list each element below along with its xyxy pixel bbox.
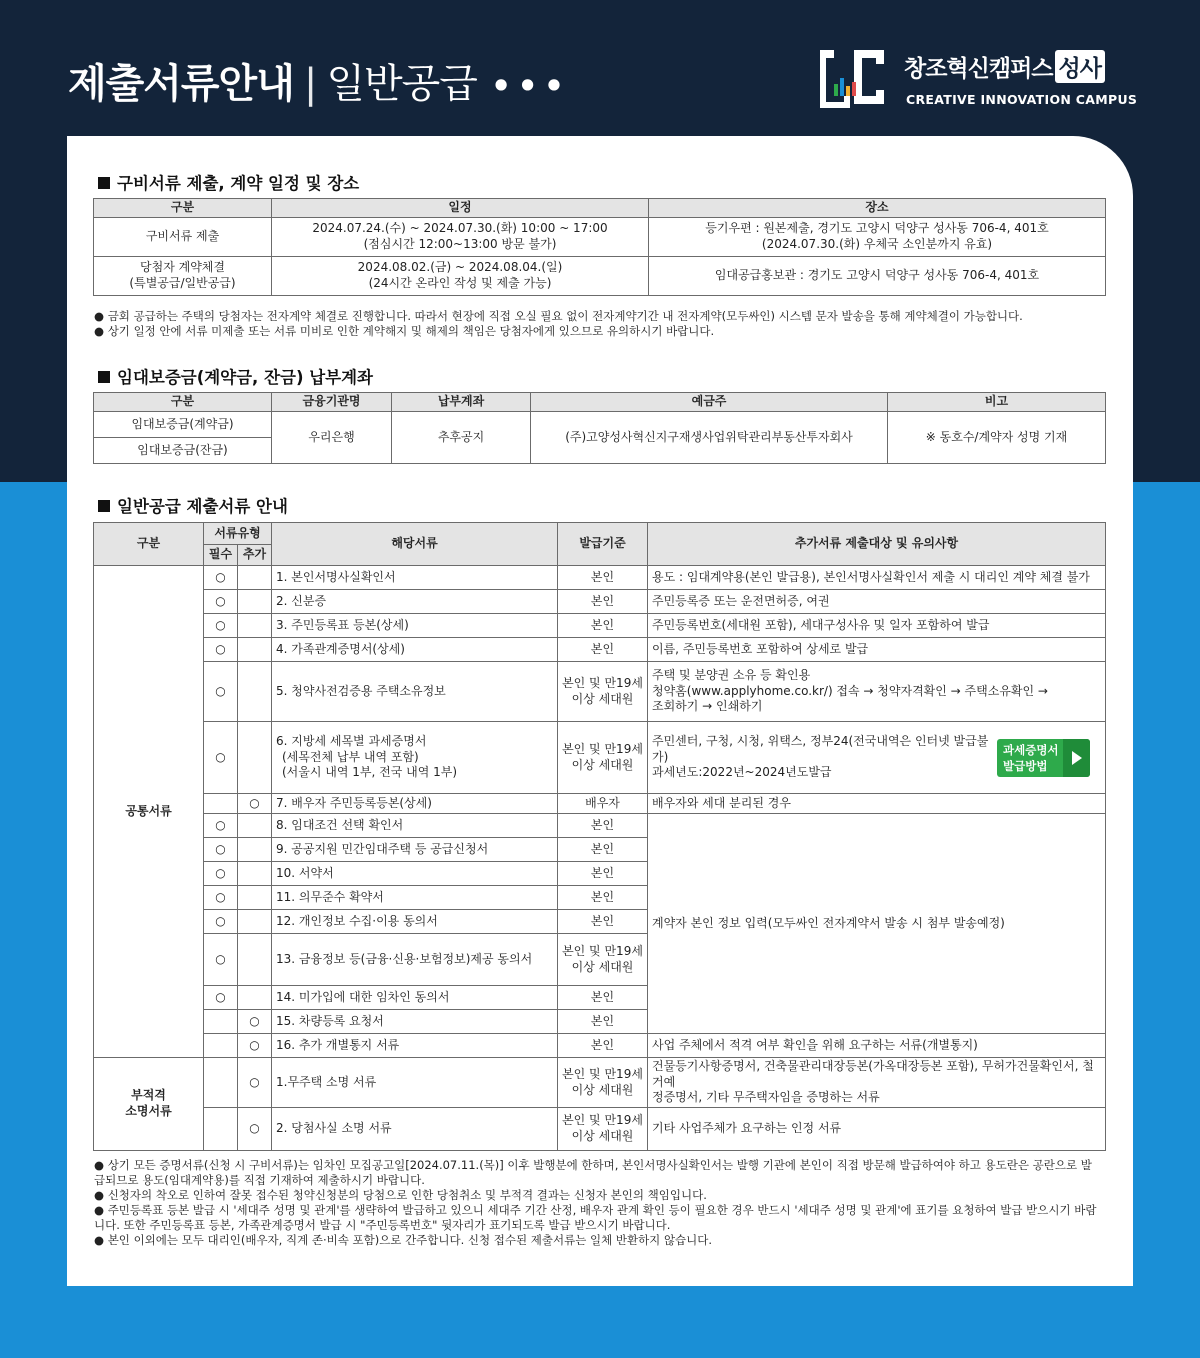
- mark-cell: [238, 986, 272, 1010]
- col-header: 일정: [272, 199, 649, 218]
- cell-line: (서울시 내역 1부, 전국 내역 1부): [282, 765, 458, 780]
- col-header: 구분: [94, 199, 272, 218]
- basis-cell: 본인: [558, 886, 648, 910]
- note-line: ● 신청자의 착오로 인하여 잘못 접수된 청약신청분의 당첨으로 인한 당첨취소 및 부적격 결과는 신청자 본인의 책임입니다.: [94, 1188, 707, 1202]
- tax-button-line2: 발급방법: [1003, 759, 1048, 773]
- documents-table: [93, 522, 1106, 1151]
- title-main: 제출서류안내: [68, 61, 294, 107]
- table-cell: [649, 218, 1106, 257]
- mark-cell: ○: [238, 1034, 272, 1058]
- cell-line: (세목전체 납부 내역 포함): [282, 749, 419, 764]
- doc-cell: 12. 개인정보 수집·이용 동의서: [272, 910, 558, 934]
- table-row: [94, 814, 1106, 838]
- mark-cell: [238, 910, 272, 934]
- cell-line: 2024.07.24.(수) ~ 2024.07.30.(화) 10:00 ~ 17:00: [312, 221, 608, 236]
- title-dots: •••: [490, 67, 571, 105]
- col-header: 구분: [94, 393, 272, 412]
- table-row: [94, 722, 1106, 794]
- group-cell: 공통서류: [94, 566, 204, 1058]
- basis-cell: 본인: [558, 614, 648, 638]
- mark-cell: ○: [204, 862, 238, 886]
- mark-cell: ○: [204, 590, 238, 614]
- basis-cell: 본인: [558, 986, 648, 1010]
- table-cell: 임대공급홍보관 : 경기도 고양시 덕양구 성사동 706-4, 401호: [649, 257, 1106, 296]
- cell-line: 당첨자 계약체결: [140, 260, 225, 275]
- table-cell: [94, 257, 272, 296]
- col-header: 추가: [238, 545, 272, 566]
- col-header: 예금주: [531, 393, 888, 412]
- tax-certificate-guide-button[interactable]: [997, 739, 1090, 777]
- table-row: [94, 412, 1106, 438]
- tax-button-label: [1003, 742, 1059, 774]
- basis-cell: [558, 1108, 648, 1151]
- cell-line: (2024.07.30.(화) 우체국 소인분까지 유효): [761, 237, 993, 251]
- table-cell: [272, 257, 649, 296]
- mark-cell: [204, 794, 238, 814]
- basis-cell: 본인: [558, 1010, 648, 1034]
- square-bullet-icon: [98, 371, 110, 383]
- extra-cell: 사업 주체에서 적격 여부 확인을 위해 요구하는 서류(개별통지): [648, 1034, 1106, 1058]
- note-line: ● 금회 공급하는 주택의 당첨자는 전자계약 체결로 진행합니다. 따라서 현장에 직접 오실 필요 없이 전자계약기간 내 전자계약(모두싸인) 시스템 문자 발송을 통해 계약체결이 가능합니다.: [94, 309, 1023, 323]
- mark-cell: ○: [204, 638, 238, 662]
- basis-cell: 본인: [558, 838, 648, 862]
- extra-cell: 주민등록증 또는 운전면허증, 여권: [648, 590, 1106, 614]
- mark-cell: [238, 862, 272, 886]
- doc-cell: 3. 주민등록표 등본(상세): [272, 614, 558, 638]
- cell-line: (24시간 온라인 작성 및 제출 가능): [368, 276, 552, 290]
- mark-cell: ○: [238, 794, 272, 814]
- doc-cell: 16. 추가 개별통지 서류: [272, 1034, 558, 1058]
- cell-line: 등기우편 : 원본제출, 경기도 고양시 덕양구 성사동 706-4, 401호: [705, 221, 1049, 236]
- doc-cell: 2. 당첨사실 소명 서류: [272, 1108, 558, 1151]
- mark-cell: ○: [238, 1108, 272, 1151]
- section2-title-text: 임대보증금(계약금, 잔금) 납부계좌: [117, 368, 373, 387]
- table-header-row: [94, 393, 1106, 412]
- table-row: [94, 590, 1106, 614]
- title-separator: |: [303, 61, 317, 107]
- extra-cell: [648, 1058, 1106, 1108]
- doc-cell: 10. 서약서: [272, 862, 558, 886]
- extra-cell: 용도 : 임대계약용(본인 발급용), 본인서명사실확인서 제출 시 대리인 계약 체결 불가: [648, 566, 1106, 590]
- doc-cell: 15. 차량등록 요청서: [272, 1010, 558, 1034]
- table-cell: (주)고양성사혁신지구재생사업위탁관리부동산투자회사: [531, 412, 888, 464]
- mark-cell: ○: [204, 722, 238, 794]
- doc-cell: 8. 임대조건 선택 확인서: [272, 814, 558, 838]
- logo-korean-name: [904, 50, 1105, 83]
- cell-line: 이상 세대원: [571, 1129, 634, 1143]
- basis-cell: 본인: [558, 814, 648, 838]
- mark-cell: ○: [204, 662, 238, 722]
- cell-line: 본인 및 만19세: [562, 1113, 643, 1128]
- doc-cell: 4. 가족관계증명서(상세): [272, 638, 558, 662]
- basis-cell: 본인: [558, 590, 648, 614]
- basis-cell: [558, 662, 648, 722]
- table-row: [94, 638, 1106, 662]
- col-header: 서류유형: [204, 523, 272, 545]
- mark-cell: [238, 886, 272, 910]
- mark-cell: [238, 814, 272, 838]
- col-header: 장소: [649, 199, 1106, 218]
- mark-cell: [238, 934, 272, 986]
- cell-line: 6. 지방세 세목별 과세증명서: [276, 734, 427, 749]
- cell-line: 부적격: [131, 1088, 166, 1103]
- cell-line: 정증명서, 기타 무주택자임을 증명하는 서류: [652, 1090, 880, 1105]
- table-cell: ※ 동호수/계약자 성명 기재: [888, 412, 1106, 464]
- cell-line: 이상 세대원: [571, 959, 634, 974]
- extra-cell: 기타 사업주체가 요구하는 인정 서류: [648, 1108, 1106, 1151]
- table-row: [94, 614, 1106, 638]
- cell-line: 주택 및 분양권 소유 등 확인용: [652, 668, 811, 683]
- basis-cell: [558, 934, 648, 986]
- mark-cell: ○: [204, 886, 238, 910]
- logo-english-name: CREATIVE INNOVATION CAMPUS: [906, 92, 1138, 107]
- extra-cell: 주민등록번호(세대원 포함), 세대구성사유 및 일자 포함하여 발급: [648, 614, 1106, 638]
- cell-line: 소명서류: [125, 1104, 172, 1118]
- merged-extra-cell: 계약자 본인 정보 입력(모두싸인 전자계약서 발송 시 첨부 발송예정): [648, 814, 1106, 1034]
- col-header: 납부계좌: [392, 393, 531, 412]
- cell-line: 이상 세대원: [571, 691, 634, 706]
- section1-notes: [94, 309, 1104, 339]
- cell-line: (점심시간 12:00~13:00 방문 불가): [363, 237, 557, 251]
- play-arrow-icon: [1063, 739, 1090, 777]
- table-row: [94, 257, 1106, 296]
- section1-title: [98, 170, 359, 194]
- mark-cell: ○: [204, 910, 238, 934]
- table-cell: 우리은행: [272, 412, 392, 464]
- table-row: [94, 1034, 1106, 1058]
- col-header: 추가서류 제출대상 및 유의사항: [648, 523, 1106, 566]
- section2-title: [98, 364, 373, 388]
- basis-cell: 본인: [558, 638, 648, 662]
- mark-cell: [204, 1058, 238, 1108]
- title-sub: 일반공급: [326, 61, 477, 107]
- doc-cell: 2. 신분증: [272, 590, 558, 614]
- campus-logo: [816, 46, 1136, 110]
- account-table: [93, 392, 1106, 464]
- note-line: ● 상기 모든 증명서류(신청 시 구비서류)는 임차인 모집공고일[2024.07.11.(목)] 이후 발행분에 한하며, 본인서명사실확인서는 발행 기관에 본인이 직접 방문해 발급하여야 하고 용도란은 공란으로 발: [94, 1158, 1092, 1172]
- mark-cell: ○: [238, 1058, 272, 1108]
- basis-cell: 배우자: [558, 794, 648, 814]
- mark-cell: ○: [204, 614, 238, 638]
- extra-cell: 배우자와 세대 분리된 경우: [648, 794, 1106, 814]
- cell-line: (특별공급/일반공급): [129, 276, 236, 290]
- note-line: 급되므로 용도(임대계약용)를 직접 기재하여 제출하시기 바랍니다.: [94, 1173, 425, 1187]
- cell-line: 본인 및 만19세: [562, 943, 643, 958]
- cell-line: 청약홈(www.applyhome.co.kr/) 접속 → 청약자격확인 → 주택소유확인 →: [652, 683, 1048, 698]
- logo-ko-text: 창조혁신캠퍼스: [904, 56, 1053, 82]
- table-cell: 추후공지: [392, 412, 531, 464]
- cell-line: 2024.08.02.(금) ~ 2024.08.04.(일): [357, 260, 563, 275]
- section3-title: [98, 493, 288, 517]
- cell-line: 건물등기사항증명서, 건축물관리대장등본(가옥대장등본 포함), 무허가건물확인서, 철거예: [652, 1059, 1094, 1089]
- table-row: [94, 218, 1106, 257]
- group-cell: [94, 1058, 204, 1151]
- page-header: [0, 0, 1200, 140]
- cell-line: 이상 세대원: [571, 757, 634, 772]
- square-bullet-icon: [98, 177, 110, 189]
- col-header: 필수: [204, 545, 238, 566]
- table-header-row: [94, 199, 1106, 218]
- mark-cell: ○: [204, 934, 238, 986]
- doc-cell: 11. 의무준수 확약서: [272, 886, 558, 910]
- table-row: [94, 1058, 1106, 1108]
- col-header: 비고: [888, 393, 1106, 412]
- mark-cell: ○: [204, 814, 238, 838]
- cell-line: 본인 및 만19세: [562, 1066, 643, 1081]
- table-header-row: [94, 523, 1106, 545]
- mark-cell: [238, 590, 272, 614]
- col-header: 구분: [94, 523, 204, 566]
- mark-cell: [238, 838, 272, 862]
- note-line: ● 상기 일정 안에 서류 미제출 또는 서류 미비로 인한 계약해지 및 해제의 책임은 당첨자에게 있으므로 유의하시기 바랍니다.: [94, 324, 715, 338]
- doc-cell: 13. 금융정보 등(금융·신용·보험정보)제공 동의서: [272, 934, 558, 986]
- cell-line: 본인 및 만19세: [562, 741, 643, 756]
- mark-cell: ○: [238, 1010, 272, 1034]
- page-title: [68, 52, 570, 109]
- doc-cell: 9. 공공지원 민간임대주택 등 공급신청서: [272, 838, 558, 862]
- cell-line: 조회하기 → 인쇄하기: [652, 699, 763, 714]
- mark-cell: [238, 614, 272, 638]
- table-cell: 임대보증금(계약금): [94, 412, 272, 438]
- extra-cell: [648, 662, 1106, 722]
- section3-title-text: 일반공급 제출서류 안내: [117, 497, 288, 516]
- mark-cell: [238, 662, 272, 722]
- mark-cell: [238, 566, 272, 590]
- basis-cell: 본인: [558, 862, 648, 886]
- mark-cell: [238, 722, 272, 794]
- doc-cell: 14. 미가입에 대한 임차인 동의서: [272, 986, 558, 1010]
- basis-cell: 본인: [558, 1034, 648, 1058]
- section3-notes: [94, 1158, 1104, 1248]
- tax-button-line1: 과세증명서: [1003, 743, 1059, 757]
- mark-cell: [204, 1010, 238, 1034]
- mark-cell: [238, 638, 272, 662]
- note-line: 니다. 또한 주민등록표 등본, 가족관계증명서 발급 시 "주민등록번호" 뒷자리가 표기되도록 발급 받으시기 바랍니다.: [94, 1218, 671, 1232]
- col-header: 발급기준: [558, 523, 648, 566]
- logo-badge: 성사: [1055, 50, 1105, 83]
- mark-cell: [204, 1108, 238, 1151]
- mark-cell: ○: [204, 566, 238, 590]
- table-cell: 임대보증금(잔금): [94, 438, 272, 464]
- table-row: [94, 1108, 1106, 1151]
- campus-logo-icon: [816, 46, 888, 108]
- basis-cell: 본인: [558, 910, 648, 934]
- table-row: [94, 566, 1106, 590]
- table-row: [94, 662, 1106, 722]
- mark-cell: ○: [204, 838, 238, 862]
- table-cell: 구비서류 제출: [94, 218, 272, 257]
- doc-cell: 7. 배우자 주민등록등본(상세): [272, 794, 558, 814]
- table-row: [94, 794, 1106, 814]
- basis-cell: [558, 722, 648, 794]
- note-line: ● 주민등록표 등본 발급 시 '세대주 성명 및 관계'를 생략하여 발급하고 있으니 세대주 기간 산정, 배우자 관계 확인 등이 필요한 경우 반드시 '세대주 성명 및 관계'에 표기를 요청하여 발급 받으시기 바람: [94, 1203, 1097, 1217]
- basis-cell: [558, 1058, 648, 1108]
- extra-cell: 이름, 주민등록번호 포함하여 상세로 발급: [648, 638, 1106, 662]
- square-bullet-icon: [98, 500, 110, 512]
- cell-line: 과세년도:2022년~2024년도발급: [652, 765, 832, 780]
- cell-line: 주민센터, 구청, 시청, 위택스, 정부24(전국내역은 인터넷 발급불가): [652, 734, 989, 764]
- section1-title-text: 구비서류 제출, 계약 일정 및 장소: [117, 174, 360, 193]
- schedule-table: [93, 198, 1106, 296]
- table-cell: [272, 218, 649, 257]
- cell-line: 본인 및 만19세: [562, 675, 643, 690]
- note-line: ● 본인 이외에는 모두 대리인(배우자, 직계 존·비속 포함)으로 간주합니다. 신청 접수된 제출서류는 일체 반환하지 않습니다.: [94, 1233, 713, 1247]
- doc-cell: 5. 청약사전검증용 주택소유정보: [272, 662, 558, 722]
- mark-cell: [204, 1034, 238, 1058]
- doc-cell: 1. 본인서명사실확인서: [272, 566, 558, 590]
- col-header: 해당서류: [272, 523, 558, 566]
- mark-cell: ○: [204, 986, 238, 1010]
- col-header: 금융기관명: [272, 393, 392, 412]
- doc-cell: [272, 722, 558, 794]
- cell-line: 이상 세대원: [571, 1082, 634, 1097]
- basis-cell: 본인: [558, 566, 648, 590]
- doc-cell: 1.무주택 소명 서류: [272, 1058, 558, 1108]
